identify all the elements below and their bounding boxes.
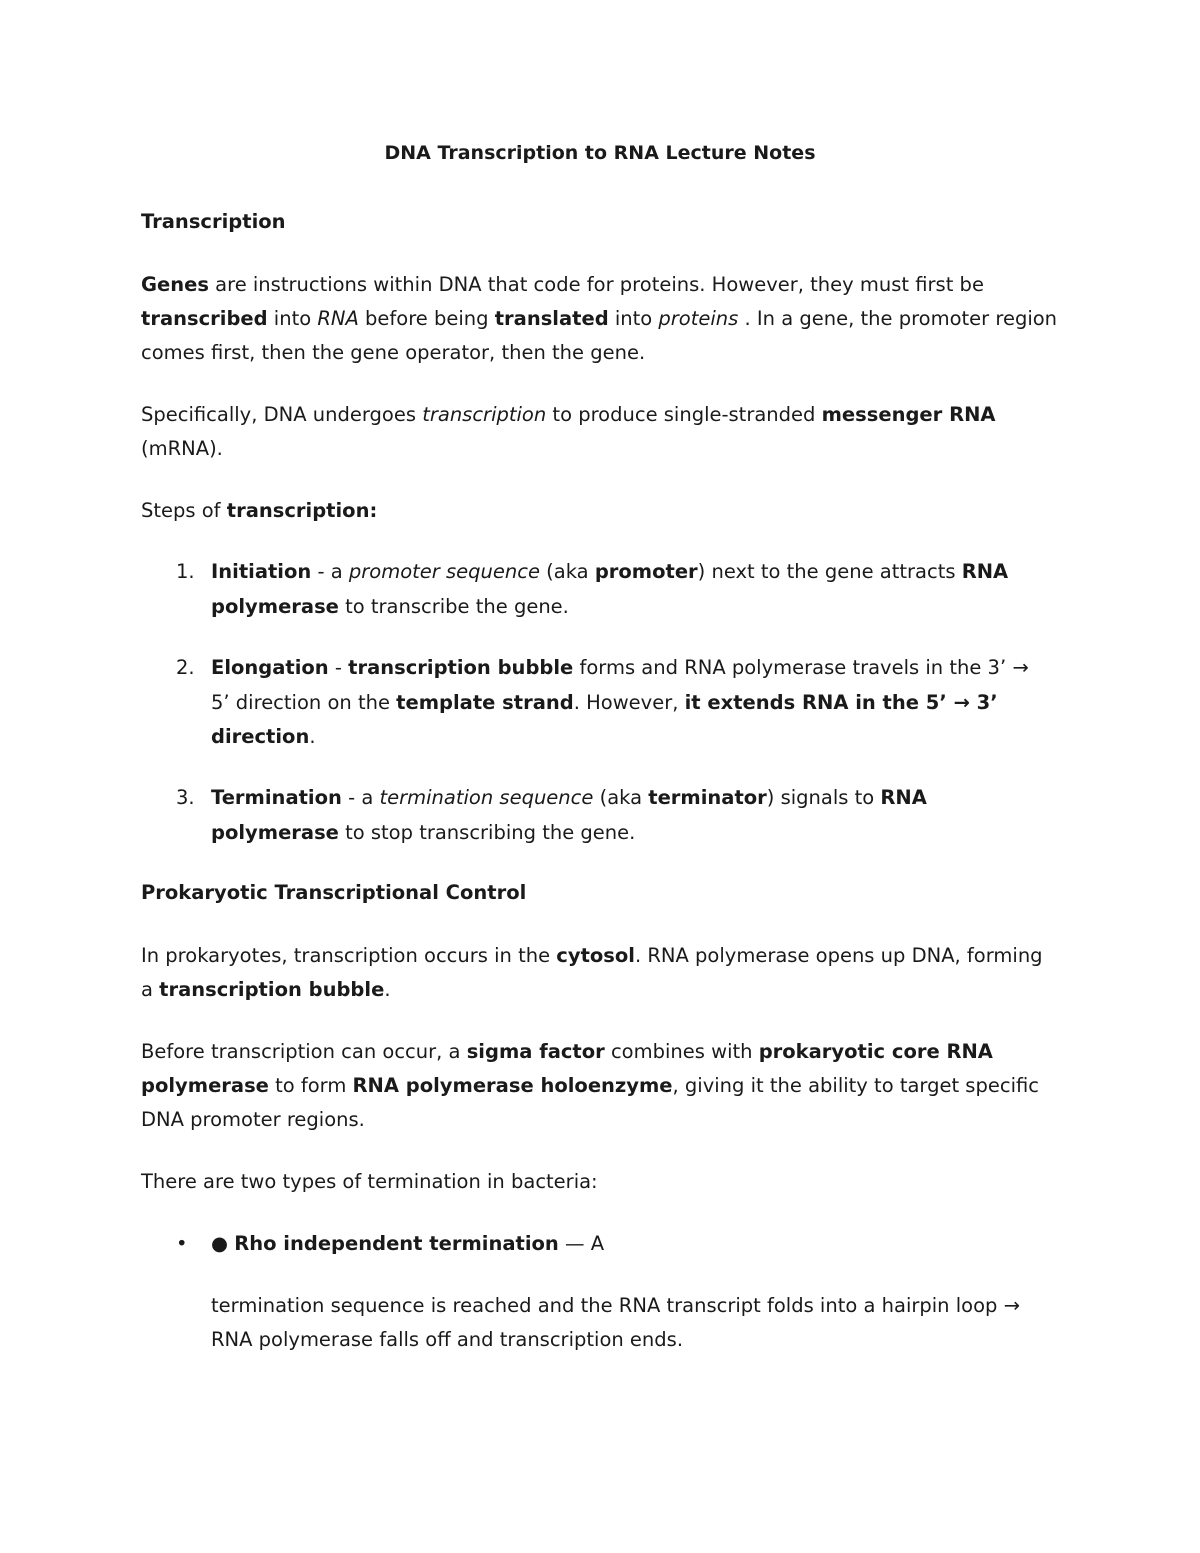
paragraph-specifically-line-1: Specifically, DNA undergoes transcription to produce single-stranded messenger RNA (141, 403, 996, 426)
paragraph-genes-line-2: transcribed into RNA before being translated into proteins . In a gene, the promoter region (141, 307, 1058, 330)
section-heading-transcription: Transcription (141, 210, 286, 233)
step-initiation-line-1: Initiation - a promoter sequence (aka promoter) next to the gene attracts RNA (211, 560, 1009, 583)
bullet-marker: • (176, 1232, 188, 1255)
page-title: DNA Transcription to RNA Lecture Notes (384, 142, 816, 164)
paragraph-two-types: There are two types of termination in bacteria: (141, 1170, 598, 1193)
step-elongation-line-3: direction. (211, 725, 316, 748)
bullet-rho-independent-line-2: termination sequence is reached and the RNA transcript folds into a hairpin loop → (211, 1294, 1020, 1317)
paragraph-steps-intro: Steps of transcription: (141, 499, 378, 522)
list-number-2: 2. (176, 656, 195, 679)
paragraph-genes-line-1: Genes are instructions within DNA that code for proteins. However, they must first be (141, 273, 984, 296)
bullet-rho-independent-line-3: RNA polymerase falls off and transcription ends. (211, 1328, 684, 1351)
paragraph-specifically-line-2: (mRNA). (141, 437, 223, 460)
step-termination-line-1: Termination - a termination sequence (aka terminator) signals to RNA (211, 786, 927, 809)
section-heading-prokaryotic: Prokaryotic Transcriptional Control (141, 881, 527, 904)
paragraph-genes-line-3: comes first, then the gene operator, then the gene. (141, 341, 646, 364)
step-elongation-line-1: Elongation - transcription bubble forms and RNA polymerase travels in the 3’ → (211, 656, 1029, 679)
paragraph-sigma-line-3: DNA promoter regions. (141, 1108, 365, 1131)
bullet-rho-independent-line-1: ● Rho independent termination — A (211, 1232, 605, 1255)
step-elongation-line-2: 5’ direction on the template strand. However, it extends RNA in the 5’ → 3’ (211, 691, 998, 714)
list-number-1: 1. (176, 560, 195, 583)
paragraph-sigma-line-2: polymerase to form RNA polymerase holoenzyme, giving it the ability to target specific (141, 1074, 1039, 1097)
paragraph-prokaryotes-line-1: In prokaryotes, transcription occurs in the cytosol. RNA polymerase opens up DNA, forming (141, 944, 1043, 967)
paragraph-prokaryotes-line-2: a transcription bubble. (141, 978, 391, 1001)
list-number-3: 3. (176, 786, 195, 809)
step-termination-line-2: polymerase to stop transcribing the gene. (211, 821, 636, 844)
step-initiation-line-2: polymerase to transcribe the gene. (211, 595, 569, 618)
paragraph-sigma-line-1: Before transcription can occur, a sigma factor combines with prokaryotic core RNA (141, 1040, 993, 1063)
